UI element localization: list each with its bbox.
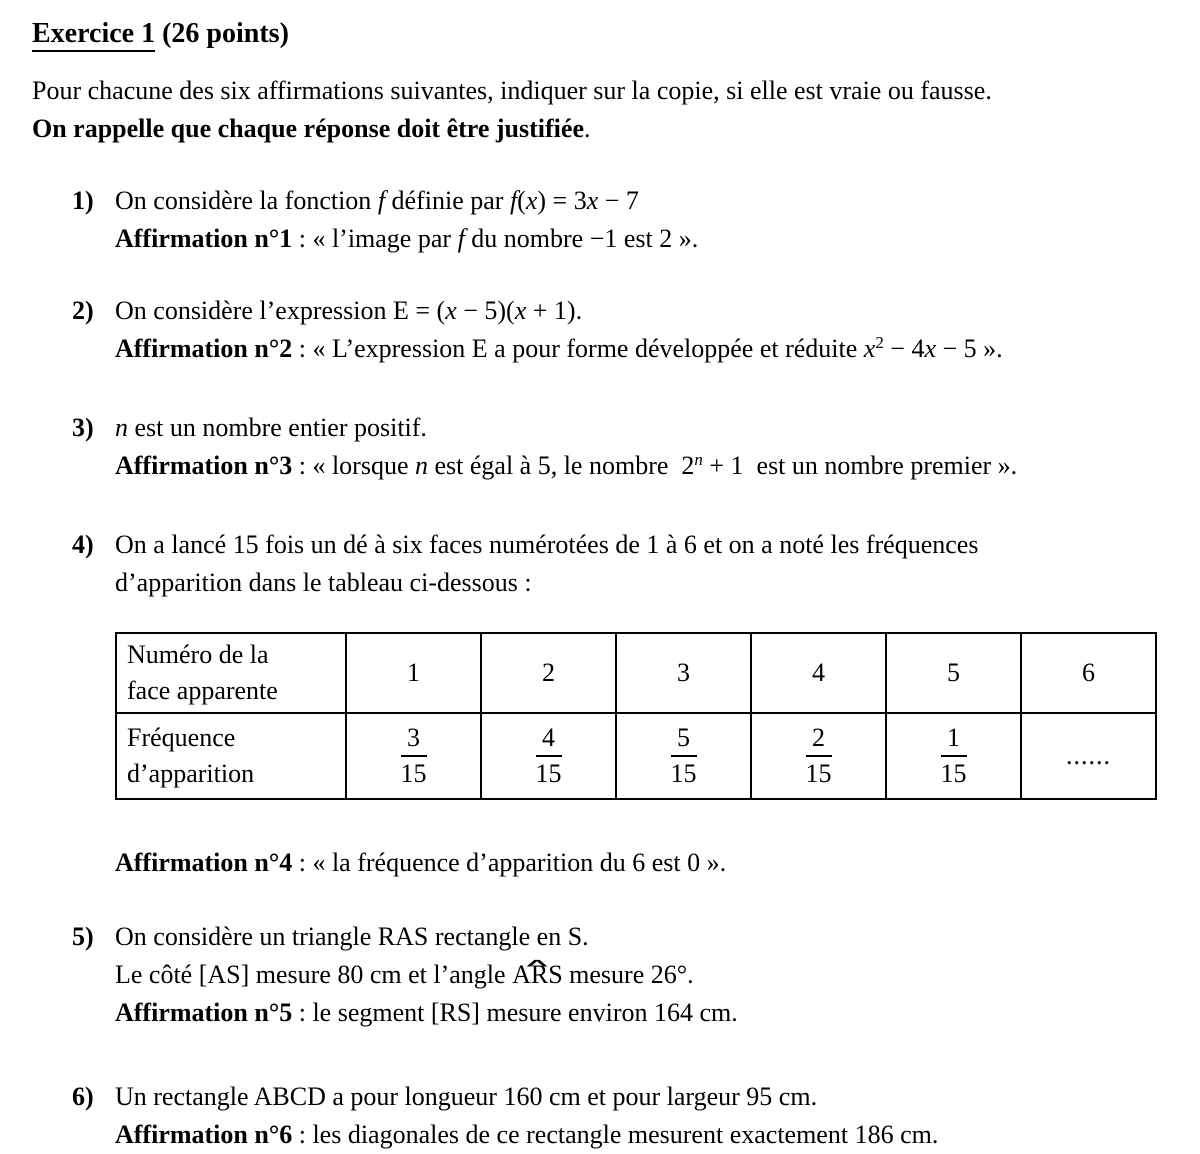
- exercise-intro: [32, 72, 1166, 148]
- fraction-denominator: 15: [400, 759, 427, 788]
- question-3-affirmation: Affirmation n°3 : « lorsque n est égal à 5, le nombre $2^n + 1$ est un nombre premier ».: [115, 450, 1018, 480]
- question-2-number: 2): [72, 296, 94, 325]
- face-value-1: 1: [346, 633, 481, 713]
- question-4-statement-line-2: d’apparition dans le tableau ci-dessous :: [115, 568, 532, 597]
- question-6-affirmation: Affirmation n°6 : les diagonales de ce rectangle mesurent exactement 186 cm.: [115, 1120, 939, 1149]
- fraction-denominator: 15: [940, 759, 967, 788]
- frequency-value-3: [616, 713, 751, 799]
- exercise-title-text: Exercice 1: [32, 18, 155, 52]
- question-4-affirmation-line: Affirmation n°4 : « la fréquence d’apparition du 6 est 0 ».: [115, 848, 727, 877]
- question-3: [32, 409, 1166, 488]
- question-1-number: 1): [72, 186, 94, 215]
- fraction-numerator: 3: [401, 722, 427, 758]
- fraction-numerator: 2: [806, 722, 832, 758]
- question-5: [32, 918, 1166, 1032]
- frequency-value-6-empty: ......: [1021, 713, 1156, 799]
- frequency-value-1: [346, 713, 481, 799]
- face-value-4: 4: [751, 633, 886, 713]
- question-1-statement: On considère la fonction f définie par f(x) = 3x − 7: [115, 186, 639, 215]
- frequency-value-4: [751, 713, 886, 799]
- fraction-numerator: 4: [536, 722, 562, 758]
- face-value-5: 5: [886, 633, 1021, 713]
- question-4: [32, 526, 1166, 602]
- question-6: [32, 1078, 1166, 1154]
- frequency-table-values-row: [116, 713, 1156, 799]
- frequency-table: [115, 632, 1157, 800]
- fraction-5-15: [671, 722, 697, 791]
- question-4-affirmation: [32, 844, 1166, 882]
- fraction-4-15: [536, 722, 562, 791]
- intro-line-1: Pour chacune des six affirmations suivantes, indiquer sur la copie, si elle est vraie ou fausse.: [32, 76, 992, 105]
- exercise-points: (26 points): [155, 18, 289, 49]
- fraction-denominator: 15: [535, 759, 562, 788]
- intro-line-2-tail: .: [583, 114, 591, 143]
- question-6-statement: Un rectangle ABCD a pour longueur 160 cm et pour largeur 95 cm.: [115, 1082, 818, 1111]
- question-4-number: 4): [72, 530, 94, 559]
- face-value-3: 3: [616, 633, 751, 713]
- fraction-3-15: [401, 722, 427, 791]
- frequency-label-line-2: d’apparition: [127, 759, 255, 788]
- fraction-numerator: 1: [941, 722, 967, 758]
- question-5-number: 5): [72, 922, 94, 951]
- question-5-statement-line-1: On considère un triangle RAS rectangle en S.: [115, 922, 589, 951]
- question-6-number: 6): [72, 1082, 94, 1111]
- question-1-affirmation: Affirmation n°1 : « l’image par f du nombre −1 est 2 ».: [115, 224, 699, 253]
- table-row-label-faces: [116, 633, 346, 713]
- question-2-affirmation: Affirmation n°2 : « L’expression E a pour forme développée et réduite $x^2 - 4x - 5$ ».: [115, 333, 1003, 363]
- fraction-2-15: [806, 722, 832, 791]
- table-row-label-frequency: [116, 713, 346, 799]
- question-5-statement-line-2: Le côté [AS] mesure 80 cm et l’angle ∧ ARS mesure 26°.: [115, 956, 1166, 994]
- question-3-number: 3): [72, 413, 94, 442]
- frequency-value-2: [481, 713, 616, 799]
- intro-line-2: [32, 110, 1166, 148]
- question-5-affirmation: Affirmation n°5 : le segment [RS] mesure environ 164 cm.: [115, 998, 738, 1027]
- fraction-numerator: 5: [671, 722, 697, 758]
- question-1: [32, 182, 1166, 258]
- question-2-statement: On considère l’expression E = (x − 5)(x + 1).: [115, 296, 583, 325]
- question-2: [32, 292, 1166, 371]
- face-value-2: 2: [481, 633, 616, 713]
- question-4-statement-line-1: On a lancé 15 fois un dé à six faces numérotées de 1 à 6 et on a noté les fréquences: [115, 530, 979, 559]
- question-3-statement: n est un nombre entier positif.: [115, 413, 427, 442]
- fraction-1-15: [941, 722, 967, 791]
- fraction-denominator: 15: [670, 759, 697, 788]
- faces-label-line-2: face apparente: [127, 676, 278, 705]
- face-value-6: 6: [1021, 633, 1156, 713]
- frequency-table-header-row: [116, 633, 1156, 713]
- intro-line-2-bold: On rappelle que chaque réponse doit être justifiée: [32, 114, 584, 143]
- faces-label-line-1: Numéro de la: [127, 640, 269, 669]
- frequency-value-5: [886, 713, 1021, 799]
- frequency-label-line-1: Fréquence: [127, 723, 236, 752]
- exercise-title: [32, 16, 1166, 52]
- fraction-denominator: 15: [805, 759, 832, 788]
